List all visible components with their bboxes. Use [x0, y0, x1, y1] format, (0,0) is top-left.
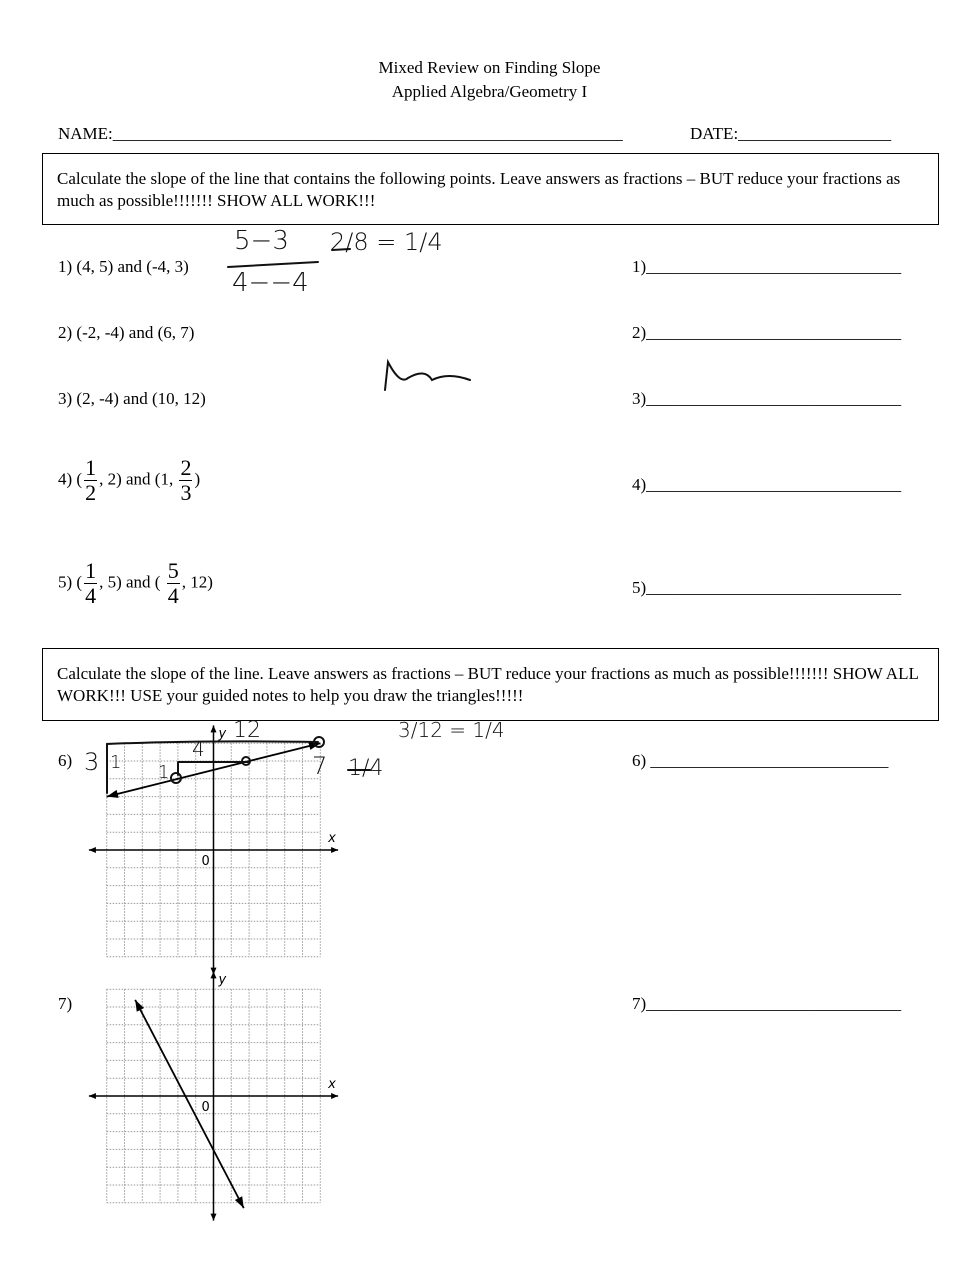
date-field[interactable]: DATE:__________________ [690, 124, 892, 143]
numerator: 5 [167, 558, 179, 583]
name-field[interactable]: NAME:____________________________________________________________ [58, 124, 623, 143]
denominator: 4 [167, 583, 179, 608]
problem-6-label: 6) [58, 751, 73, 770]
graph-7 [89, 971, 338, 1220]
worksheet-subtitle: Applied Algebra/Geometry I [391, 82, 588, 101]
hw-p1-denominator: 4−−4 [232, 268, 309, 298]
problem-3: 3) (2, -4) and (10, 12) [58, 389, 206, 408]
hw-g6-run: 12 [233, 718, 261, 743]
hw-g6-point-7: 7 [312, 752, 328, 780]
problem-text: , 5) and ( [99, 572, 165, 592]
problem-text: ) [194, 469, 201, 489]
hw-p1-numerator: 5−3 [234, 226, 289, 256]
x-axis-label: x [328, 1077, 336, 1092]
numerator: 1 [85, 558, 97, 583]
hw-g6-rise: 3 [84, 748, 100, 776]
line-arrowhead [107, 790, 119, 798]
numerator: 1 [85, 455, 97, 480]
instructions-text: Calculate the slope of the line that contains the following points. Leave answers as fractions – BUT reduce your fractions as much as possible!!!!!!! SHOW ALL WORK!!! [57, 169, 901, 210]
y-axis-label: y [218, 726, 227, 742]
fraction-bar-stroke [228, 262, 318, 267]
hw-g6-small-rise: 1 [110, 752, 122, 773]
answer-line-3[interactable]: 3)______________________________ [632, 389, 902, 408]
answer-line-2[interactable]: 2)______________________________ [632, 323, 902, 342]
denominator: 4 [85, 583, 97, 608]
answer-line-1[interactable]: 1)______________________________ [632, 257, 902, 276]
problem-text: , 12) [181, 572, 213, 592]
hw-g6-small-run: 4 [192, 737, 205, 761]
instructions-text: Calculate the slope of the line. Leave answers as fractions – BUT reduce your fractions as much as possible!!!!!!! SHOW ALL WORK!!! USE your guided notes to help you draw the triangles!!!!! [57, 664, 919, 705]
problem-text: , 2) and (1, [99, 469, 178, 489]
y-axis-label: y [218, 972, 227, 988]
origin-label: 0 [201, 854, 210, 869]
answer-line-7[interactable]: 7)______________________________ [632, 994, 902, 1013]
hw-g6-calc: 3/12 = 1/4 [398, 718, 505, 742]
denominator: 2 [85, 480, 97, 505]
worksheet-title: Mixed Review on Finding Slope [378, 58, 601, 77]
hw-g6-answer: 1/4 [348, 756, 384, 781]
hw-g6-one: 1 [158, 762, 170, 783]
denominator: 3 [180, 480, 192, 505]
answer-line-5[interactable]: 5)______________________________ [632, 578, 902, 597]
line-arrowhead [235, 1196, 244, 1208]
numerator: 2 [180, 455, 192, 480]
problem-2: 2) (-2, -4) and (6, 7) [58, 323, 195, 342]
problem-7-label: 7) [58, 994, 73, 1013]
handwritten-work [107, 249, 470, 793]
problem-text: 4) ( [58, 469, 83, 489]
problem-text: 5) ( [58, 572, 83, 592]
scribble-mark [385, 362, 470, 390]
origin-label: 0 [201, 1100, 210, 1115]
graphed-line [135, 1000, 244, 1208]
hw-p1-result: 2/8 = 1/4 [330, 228, 443, 256]
answer-line-6[interactable]: 6) ____________________________ [632, 751, 889, 770]
problem-1: 1) (4, 5) and (-4, 3) [58, 257, 189, 276]
x-axis-label: x [328, 831, 336, 846]
answer-line-4[interactable]: 4)______________________________ [632, 475, 902, 494]
